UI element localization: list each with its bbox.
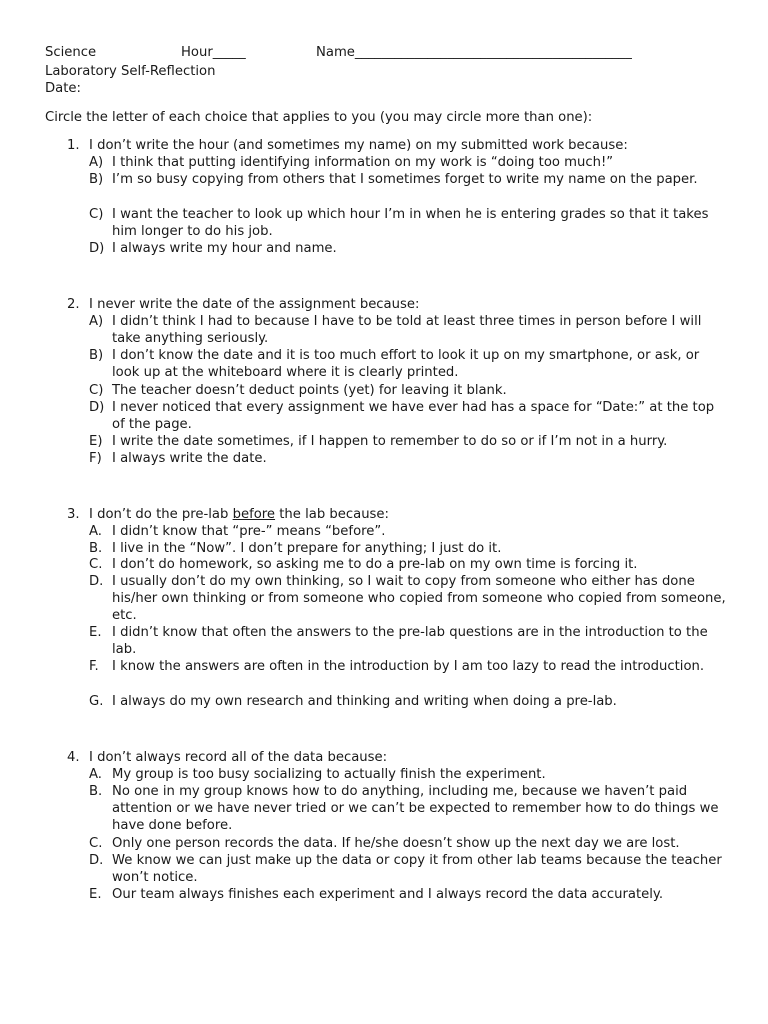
option-text: I didn’t think I had to because I have to be told at least three times in person before I will take anything seriously.	[112, 314, 702, 346]
underlined-word: before	[232, 507, 276, 522]
question-text	[89, 506, 389, 523]
option-letter: A.	[89, 767, 102, 782]
option-letter: E.	[89, 625, 102, 640]
option-text: I always write my hour and name.	[112, 241, 337, 256]
option-text: I don’t do homework, so asking me to do a pre-lab on my own time is forcing it.	[112, 557, 638, 572]
option-letter: E)	[89, 434, 103, 449]
option-text: I always do my own research and thinking and writing when doing a pre-lab.	[112, 694, 617, 709]
option-text: I write the date sometimes, if I happen to remember to do so or if I’m not in a hurry.	[112, 434, 668, 449]
question-number: 4.	[67, 750, 80, 765]
option-letter: D.	[89, 574, 104, 589]
option-letter: A)	[89, 314, 104, 329]
option-letter: G.	[89, 694, 104, 709]
option-text: I always write the date.	[112, 451, 267, 466]
subject-label: Science	[45, 45, 97, 60]
option-letter: B.	[89, 541, 103, 556]
option-letter: D)	[89, 400, 105, 415]
option-letter: B)	[89, 348, 104, 363]
option-text: I didn’t know that “pre-” means “before”.	[112, 524, 386, 539]
option-text: I usually don’t do my own thinking, so I wait to copy from someone who either has done his/her own thinking or from someone who copied from someone who copied from someone, etc.	[112, 574, 726, 623]
option-text: Only one person records the data. If he/she doesn’t show up the next day we are lost.	[112, 836, 680, 851]
option-text: My group is too busy socializing to actually finish the experiment.	[112, 767, 546, 782]
name-field: Name__________________________________________	[316, 45, 632, 60]
option-text: Our team always finishes each experiment and I always record the data accurately.	[112, 887, 664, 902]
instructions: Circle the letter of each choice that applies to you (you may circle more than one):	[45, 110, 593, 125]
option-letter: C)	[89, 383, 104, 398]
option-letter: B.	[89, 784, 103, 799]
question-number: 1.	[67, 138, 80, 153]
option-text: I never noticed that every assignment we have ever had has a space for “Date:” at the top of the page.	[112, 400, 715, 432]
hour-field: Hour_____	[181, 45, 246, 60]
option-letter: A.	[89, 524, 102, 539]
option-text: I don’t know the date and it is too much effort to look it up on my smartphone, or ask, or look up at the whiteboard where it is clearly printed.	[112, 348, 700, 380]
option-text: I think that putting identifying information on my work is “doing too much!”	[112, 155, 614, 170]
option-letter: D.	[89, 853, 104, 868]
option-letter: D)	[89, 241, 105, 256]
question-text-end: the lab because:	[275, 507, 389, 522]
option-letter: C)	[89, 207, 104, 222]
question-text: I don’t always record all of the data because:	[89, 750, 388, 765]
option-letter: C.	[89, 836, 103, 851]
question-text: I don’t write the hour (and sometimes my name) on my submitted work because:	[89, 138, 628, 153]
worksheet-title: Laboratory Self-Reflection	[45, 64, 216, 79]
question-text-start: I don’t do the pre-lab	[89, 507, 233, 522]
option-text: I didn’t know that often the answers to the pre-lab questions are in the introduction to the lab.	[112, 625, 708, 657]
question-text: I never write the date of the assignment because:	[89, 297, 420, 312]
option-letter: B)	[89, 172, 104, 187]
option-text: We know we can just make up the data or copy it from other lab teams because the teacher won’t notice.	[112, 853, 722, 885]
header-row	[45, 45, 735, 63]
question-number: 3.	[67, 507, 80, 522]
date-field: Date:	[45, 81, 81, 96]
option-letter: C.	[89, 557, 103, 572]
option-letter: A)	[89, 155, 104, 170]
option-text: I know the answers are often in the introduction by I am too lazy to read the introduction.	[112, 659, 705, 674]
option-letter: F.	[89, 659, 99, 674]
option-letter: E.	[89, 887, 102, 902]
option-text: No one in my group knows how to do anything, including me, because we haven’t paid attention or we have never tried or we can’t be expected to remember how to do things we have done before.	[112, 784, 719, 833]
option-text: I want the teacher to look up which hour I’m in when he is entering grades so that it takes him longer to do his job.	[112, 207, 709, 239]
option-text: I live in the “Now”. I don’t prepare for anything; I just do it.	[112, 541, 502, 556]
option-text: I’m so busy copying from others that I sometimes forget to write my name on the paper.	[112, 172, 698, 187]
option-text: The teacher doesn’t deduct points (yet) for leaving it blank.	[112, 383, 507, 398]
option-letter: F)	[89, 451, 102, 466]
question-number: 2.	[67, 297, 80, 312]
